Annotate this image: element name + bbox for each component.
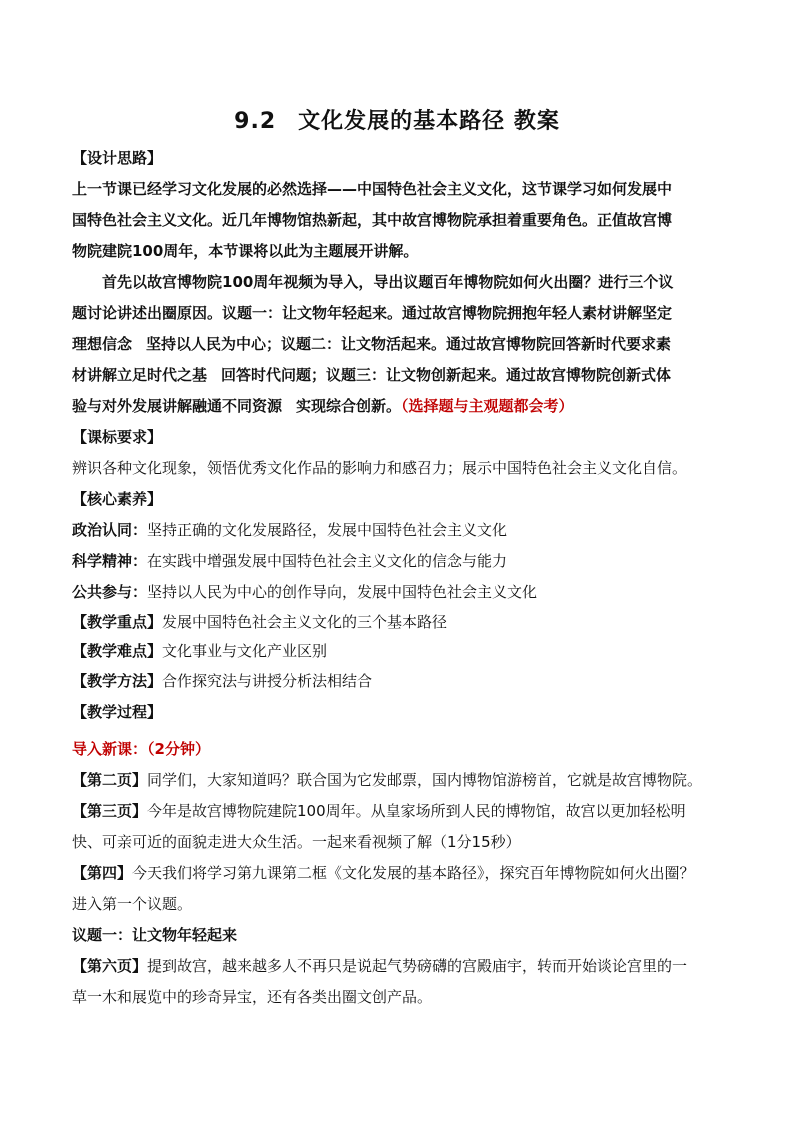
core-item bbox=[72, 546, 732, 577]
core-item-text: 坚持正确的文化发展路径，发展中国特色社会主义文化 bbox=[147, 521, 508, 539]
method-label: 【教学方法】 bbox=[72, 672, 163, 690]
intro-p3 bbox=[72, 796, 732, 827]
slide-text: 提到故宫，越来越多人不再只是说起气势磅礴的宫殿庙宇，转而开始谈论宫里的一 bbox=[147, 957, 688, 975]
core-item bbox=[72, 515, 732, 546]
intro-heading: 导入新课：（2分钟） bbox=[72, 740, 210, 758]
slide-label: 【第三页】 bbox=[72, 802, 148, 820]
design-p1-line: 上一节课已经学习文化发展的必然选择——中国特色社会主义文化，这节课学习如何发展中 bbox=[72, 180, 673, 198]
document-body bbox=[72, 143, 732, 1013]
design-p1-line: 国特色社会主义文化。近几年博物馆热新起，其中故宫博物院承担着重要角色。正值故宫博 bbox=[72, 211, 673, 229]
design-p2-line bbox=[72, 329, 732, 360]
core-item-label: 科学精神： bbox=[72, 552, 148, 570]
intro-p2 bbox=[72, 765, 732, 796]
core-item bbox=[72, 577, 732, 608]
difficulty bbox=[72, 637, 732, 666]
slide-text: 同学们，大家知道吗？联合国为它发邮票，国内博物馆游榜首，它就是故宫博物院。 bbox=[147, 771, 703, 789]
design-p2-segment: 验与对外发展讲解融通不同资源 bbox=[72, 397, 283, 415]
design-p2-line: 首先以故宫博物院100周年视频为导入，导出议题百年博物院如何火出圈？进行三个议 bbox=[102, 273, 674, 291]
document-title bbox=[0, 104, 794, 135]
design-p1-line: 物院建院100周年，本节课将以此为主题展开讲解。 bbox=[72, 242, 419, 260]
design-p2-line: 题讨论讲述出圈原因。议题一：让文物年轻起来。通过故宫博物院拥抱年轻人素材讲解坚定 bbox=[72, 304, 673, 322]
topic1-p6 bbox=[72, 951, 732, 982]
exam-note: （选择题与主观题都会考） bbox=[401, 397, 574, 415]
design-heading: 【设计思路】 bbox=[72, 149, 163, 167]
design-p2-segment: 理想信念 bbox=[72, 335, 133, 353]
slide-text: 今年是故宫博物院建院100周年。从皇家场所到人民的博物馆，故宫以更加轻松明 bbox=[147, 802, 686, 820]
key-point-text: 发展中国特色社会主义文化的三个基本路径 bbox=[162, 613, 448, 631]
design-p2-line bbox=[72, 391, 732, 422]
method-text: 合作探究法与讲授分析法相结合 bbox=[162, 672, 373, 690]
title-text: 文化发展的基本路径 教案 bbox=[298, 109, 560, 134]
slide-label: 【第四】 bbox=[72, 864, 133, 882]
core-heading: 【核心素养】 bbox=[72, 490, 163, 508]
process-heading: 【教学过程】 bbox=[72, 703, 163, 721]
design-p2-line bbox=[72, 360, 732, 391]
slide-label: 【第六页】 bbox=[72, 957, 148, 975]
design-p2-segment: 材讲解立足时代之基 bbox=[72, 366, 208, 384]
intro-p3-cont: 快、可亲可近的面貌走进大众生活。一起来看视频了解（1分15秒） bbox=[72, 833, 521, 851]
standard-text: 辨识各种文化现象，领悟优秀文化作品的影响力和感召力；展示中国特色社会主义文化自信。 bbox=[72, 459, 688, 477]
core-item-text: 坚持以人民为中心的创作导向，发展中国特色社会主义文化 bbox=[147, 583, 538, 601]
difficulty-text: 文化事业与文化产业区别 bbox=[162, 642, 328, 660]
difficulty-label: 【教学难点】 bbox=[72, 642, 163, 660]
key-point-label: 【教学重点】 bbox=[72, 613, 163, 631]
method bbox=[72, 666, 732, 697]
slide-label: 【第二页】 bbox=[72, 771, 148, 789]
design-p2-segment: 实现综合创新。 bbox=[296, 397, 402, 415]
core-item-text: 在实践中增强发展中国特色社会主义文化的信念与能力 bbox=[147, 552, 508, 570]
intro-p4-cont: 进入第一个议题。 bbox=[72, 895, 193, 913]
standard-heading: 【课标要求】 bbox=[72, 428, 163, 446]
topic1-p6-cont: 草一木和展览中的珍奇异宝，还有各类出圈文创产品。 bbox=[72, 988, 433, 1006]
intro-p4 bbox=[72, 858, 732, 889]
core-item-label: 公共参与： bbox=[72, 583, 148, 601]
core-item-label: 政治认同： bbox=[72, 521, 148, 539]
design-p2-segment: 回答时代问题；议题三：让文物创新起来。通过故宫博物院创新式体 bbox=[221, 366, 672, 384]
slide-text: 今天我们将学习第九课第二框《文化发展的基本路径》，探究百年博物院如何火出圈？ bbox=[132, 864, 695, 882]
key-point bbox=[72, 608, 732, 637]
design-p2-segment: 坚持以人民为中心；议题二：让文物活起来。通过故宫博物院回答新时代要求素 bbox=[146, 335, 672, 353]
title-number: 9.2 bbox=[234, 109, 277, 134]
topic1-heading: 议题一：让文物年轻起来 bbox=[72, 926, 238, 944]
